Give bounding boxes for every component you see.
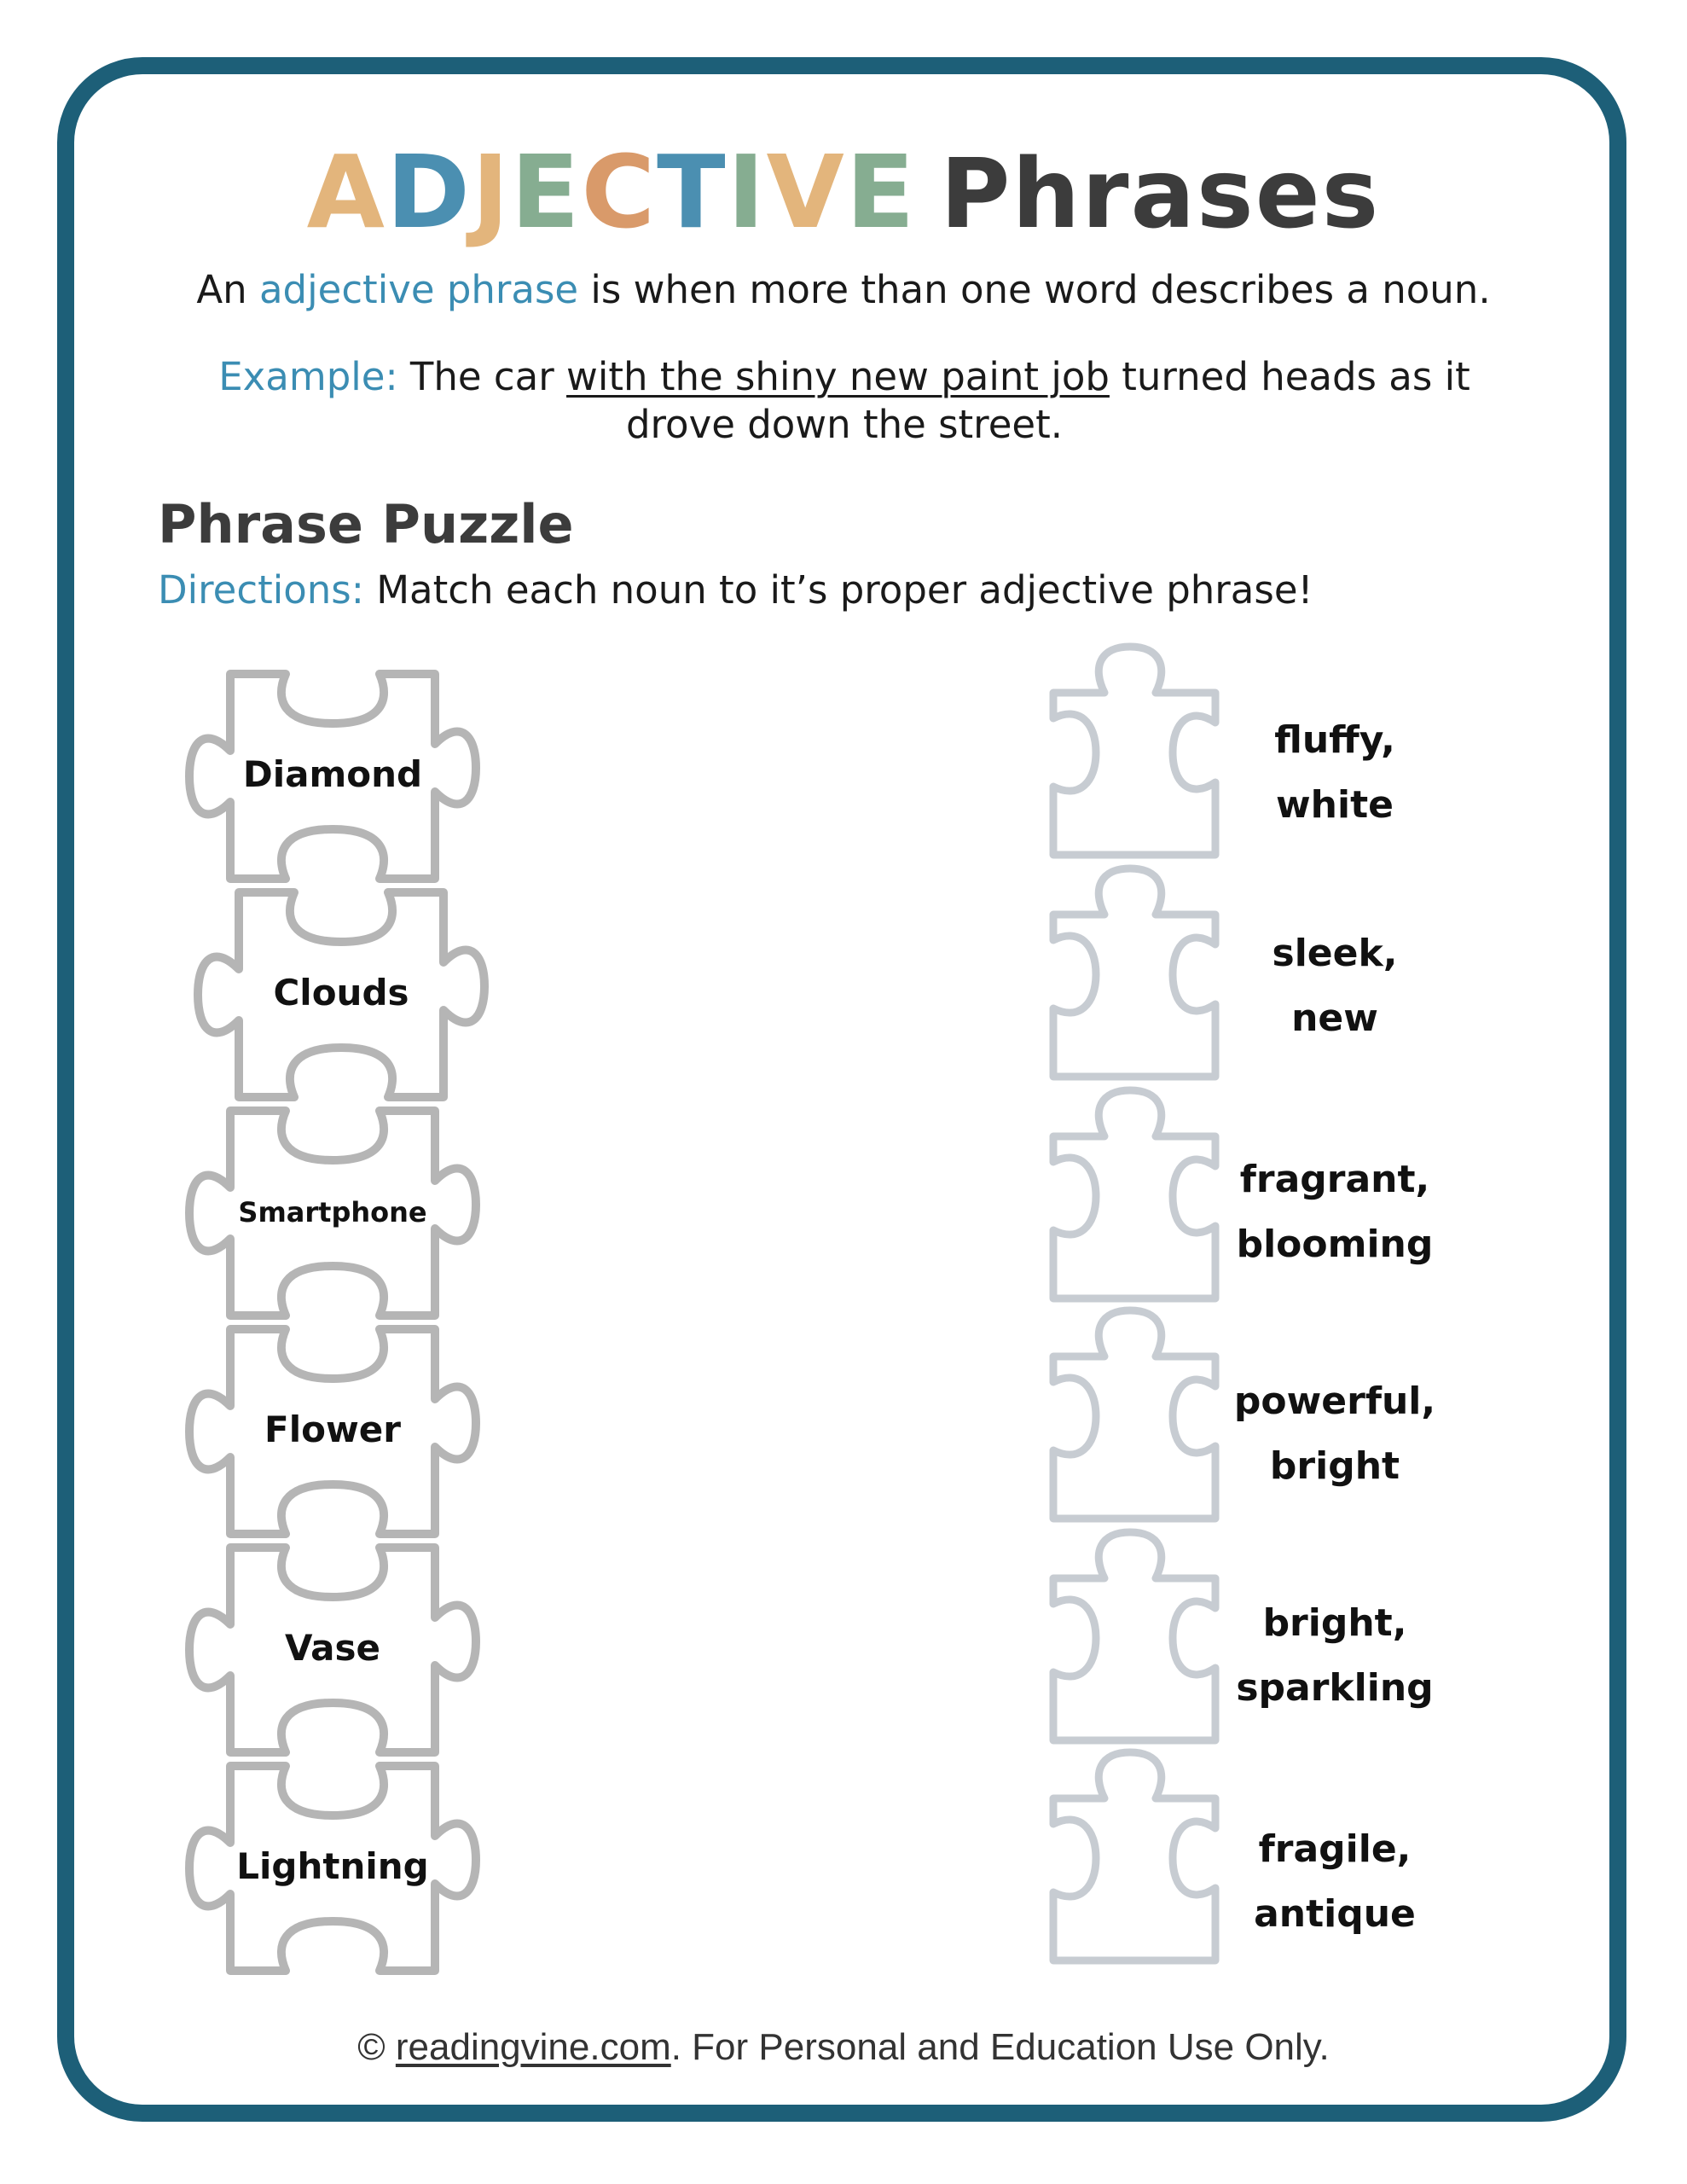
definition-before: An xyxy=(196,267,259,312)
phrase-line-2: bright xyxy=(1269,1444,1400,1488)
footer-link[interactable]: readingvine.com xyxy=(395,2026,671,2068)
noun-piece[interactable] xyxy=(171,884,512,1106)
phrase-label xyxy=(1198,1369,1471,1499)
phrase-line-1: sleek, xyxy=(1272,932,1398,975)
directions-text: Match each noun to it’s proper adjective phrase! xyxy=(363,567,1313,613)
example-underlined-phrase: with the shiny new paint job xyxy=(566,354,1110,399)
example-before: The car xyxy=(397,354,567,399)
title-colored-word xyxy=(307,133,917,251)
section-title: Phrase Puzzle xyxy=(158,493,574,555)
directions xyxy=(158,563,1313,618)
phrase-line-2: antique xyxy=(1254,1892,1416,1936)
phrase-line-1: fragrant, xyxy=(1239,1158,1430,1201)
title-letter: E xyxy=(510,133,582,251)
noun-piece[interactable] xyxy=(162,1539,503,1761)
noun-label: Lightning xyxy=(236,1845,429,1887)
directions-label: Directions: xyxy=(158,567,364,613)
definition-term: adjective phrase xyxy=(258,267,579,312)
title-letter: D xyxy=(386,133,472,251)
title-letter: C xyxy=(581,133,658,251)
definition-after: is when more than one word describes a noun. xyxy=(578,267,1491,312)
noun-piece[interactable] xyxy=(162,665,503,887)
noun-label: Clouds xyxy=(273,972,409,1014)
page-title xyxy=(0,128,1687,258)
title-letter: E xyxy=(845,133,917,251)
footer-suffix: . For Personal and Education Use Only. xyxy=(670,2026,1330,2068)
title-letter: J xyxy=(471,133,511,251)
phrase-label xyxy=(1198,1591,1471,1721)
phrase-label xyxy=(1198,1817,1471,1947)
footer xyxy=(0,2022,1687,2073)
phrase-line-2: new xyxy=(1291,996,1378,1040)
title-letter: V xyxy=(766,133,846,251)
example-text xyxy=(162,353,1527,449)
phrase-line-1: fluffy, xyxy=(1274,718,1395,762)
noun-piece[interactable] xyxy=(162,1321,503,1542)
phrase-line-2: blooming xyxy=(1236,1223,1434,1266)
noun-label: Smartphone xyxy=(238,1196,427,1228)
noun-piece[interactable] xyxy=(162,1757,503,1979)
phrase-line-1: powerful, xyxy=(1233,1380,1436,1423)
phrase-label xyxy=(1198,921,1471,1051)
example-after: turned heads as it drove down the street. xyxy=(625,354,1470,447)
title-letter: A xyxy=(306,133,386,251)
noun-label: Diamond xyxy=(242,753,423,795)
phrase-label xyxy=(1198,1147,1471,1277)
title-letter: I xyxy=(727,133,767,251)
title-letter: T xyxy=(657,133,728,251)
example-label: Example: xyxy=(218,354,398,399)
phrase-line-2: sparkling xyxy=(1236,1666,1434,1710)
noun-label: Vase xyxy=(284,1627,381,1669)
phrase-line-2: white xyxy=(1276,783,1394,827)
phrase-line-1: fragile, xyxy=(1258,1827,1412,1871)
phrase-label xyxy=(1198,708,1471,838)
definition-text xyxy=(0,263,1687,317)
title-second-word: Phrases xyxy=(940,139,1381,250)
phrase-line-1: bright, xyxy=(1262,1601,1407,1645)
noun-label: Flower xyxy=(264,1409,401,1450)
noun-piece[interactable] xyxy=(162,1102,503,1324)
footer-prefix: © xyxy=(357,2026,396,2068)
